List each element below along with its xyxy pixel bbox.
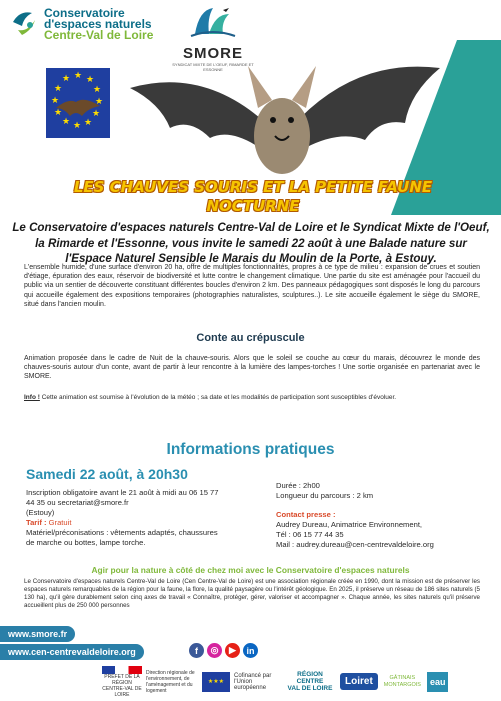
tarif-line (26, 518, 226, 528)
contact-mail: Mail : audrey.dureau@cen-centrevaldeloire.org (276, 540, 434, 549)
poster-title (28, 178, 478, 215)
cen-logo-icon (10, 8, 40, 38)
gatinais-logo (384, 675, 421, 689)
length-text: Longueur du parcours : 2 km (276, 491, 374, 500)
cen-logo-line3: Centre-Val de Loire (44, 28, 154, 42)
dreal-text: Direction régionale de l'environnement, de l'aménagement et du logement (146, 669, 195, 694)
youtube-icon[interactable]: ▶ (225, 643, 240, 658)
eu-flag-icon (46, 68, 110, 138)
cen-logo-line2: d'espaces naturels (44, 17, 152, 31)
smore-website-link[interactable]: www.smore.fr (0, 626, 75, 642)
svg-text:★: ★ (84, 118, 93, 128)
info-note-text: Cette animation est soumise à l'évolution de la météo ; sa date et les modalités de participation sont susceptibles d'évoluer. (39, 394, 397, 401)
prefet-text: PRÉFET DE LA RÉGION CENTRE-VAL DE LOIRE (102, 673, 142, 698)
svg-text:★: ★ (54, 84, 63, 94)
svg-text:★: ★ (74, 71, 83, 81)
gatinais-line2: MONTARGOIS (383, 681, 421, 688)
material-text: Matériel/préconisations : vêtements adaptés, chaussures de marche ou bottes, lampe torche. (26, 528, 218, 547)
association-description: Le Conservatoire d'espaces naturels Centre-Val de Loire (Cen Centre-Val de Loire) est une association régionale créée en 1990, dont la mission est de préserver les espaces naturels remarquables de la région pour la faune, la flore, la qualité paysagère ou l'intérêt géologique. En 2025, il préserve un réseau de 186 sites naturels (5 130 ha), qu'il gère durablement selon cinq axes de travail « Connaître, protéger, gérer, valoriser et accompagner ». Chaque année, les sites naturels qu'il préserve accueillent plus de 250 000 personnes (24, 578, 480, 609)
smore-logo-name: SMORE (182, 45, 243, 62)
section-title: Conte au crépuscule (196, 332, 305, 344)
cen-logo-line1: Conservatoire (44, 6, 125, 20)
smore-logo-tagline: SYNDICAT MIXTE DE L'OEUF, RIMARDE ET ESSONNE (172, 62, 254, 72)
info-label: Info ! (24, 394, 40, 401)
loiret-logo: Loiret (340, 673, 378, 690)
region-line3: VAL DE LOIRE (287, 685, 333, 692)
svg-text:★: ★ (86, 75, 95, 85)
duration-text: Durée : 2h00 (276, 481, 320, 490)
svg-text:★: ★ (51, 96, 60, 106)
contact-label: Contact presse : (276, 510, 336, 519)
svg-text:★: ★ (95, 97, 104, 107)
region-line2: CENTRE (296, 678, 324, 685)
registration-text: Inscription obligatoire avant le 21 août à midi au 06 15 77 44 35 ou secretariat@smore.fr (26, 488, 219, 507)
cen-logo (10, 8, 153, 41)
eu-small-flag-icon: ★★★ (202, 672, 230, 692)
facebook-icon[interactable]: f (189, 643, 204, 658)
linkedin-icon[interactable]: in (243, 643, 258, 658)
instagram-icon[interactable]: ◎ (207, 643, 222, 658)
svg-text:★: ★ (92, 109, 101, 119)
agir-banner: Agir pour la nature à côté de chez moi avec le Conservatoire d'espaces naturels (91, 565, 410, 575)
site-description: L'ensemble humide, d'une surface d'environ 20 ha, offre de multiples fonctionnalités, propres à ce type de milieu : expansion de crues et soutien d'étiage, épuration des eaux, réservoir de biodiversité et lutte contre le changement climatique. Une partie du site est aménagée pour l'accueil du public via un sentier de découverte constituant différentes boucles d'environ 2 km. Des panneaux pédagogiques sont disposés le long du parcours qui accueille également des expositions temporaires (photographies naturalistes, sculptures..). Le site accueille également le siège du SMORE, situé dans l'ancien moulin. (24, 264, 480, 308)
practical-left-column (26, 488, 226, 548)
event-date: Samedi 22 août, à 20h30 (26, 466, 188, 482)
contact-phone: Tél : 06 15 77 44 35 (276, 530, 344, 539)
gatinais-line1: GÂTINAIS (389, 674, 416, 681)
svg-text:★: ★ (62, 74, 71, 84)
practical-info-heading: Informations pratiques (166, 441, 335, 458)
prefet-logo (102, 666, 142, 698)
tarif-label: Tarif : (26, 518, 49, 527)
tarif-value: Gratuit (48, 518, 72, 527)
marianne-flag-icon (102, 666, 142, 674)
svg-text:★: ★ (73, 121, 82, 131)
eu-cofinance-text: Cofinancé par l'Union européenne (234, 672, 272, 691)
intro-paragraph: Le Conservatoire d'espaces naturels Centre-Val de Loire et le Syndicat Mixte de l'Oeuf, la Rimarde et l'Essonne, vous invite le samedi 22 août à une Balade nature sur l'Espace Naturel Sensible le Marais du Moulin de la Porte, à Estouy. (12, 221, 490, 265)
svg-text:★: ★ (62, 117, 71, 127)
eau-logo: eau (427, 672, 449, 692)
place-text: (Estouy) (26, 508, 55, 517)
poster-title-text: LES CHAUVES SOURIS ET LA PETITE FAUNE NOCTURNE (73, 178, 433, 215)
partner-logos (0, 662, 501, 701)
svg-text:★: ★ (54, 108, 63, 118)
animation-description: Animation proposée dans le cadre de Nuit de la chauve-souris. Alors que le soleil se couche au cœur du marais, découvrez le monde des chauves-souris autour d'un conte, avant de partir à leur rencontre à la lumière des lampes-torches ! Une sortie organisée en partenariat avec le SMORE. (24, 355, 480, 381)
social-icons (189, 643, 258, 658)
region-logo (286, 671, 334, 692)
svg-text:★: ★ (93, 85, 102, 95)
contact-name: Audrey Dureau, Animatrice Environnement, (276, 520, 423, 529)
practical-right-column (276, 481, 491, 550)
poster-header (0, 0, 501, 215)
bat-illustration (110, 48, 450, 198)
region-line1: RÉGION (297, 671, 323, 678)
cen-website-link[interactable]: www.cen-centrevaldeloire.org (0, 644, 144, 660)
info-note (24, 393, 480, 402)
smore-emblem-icon (183, 4, 243, 40)
